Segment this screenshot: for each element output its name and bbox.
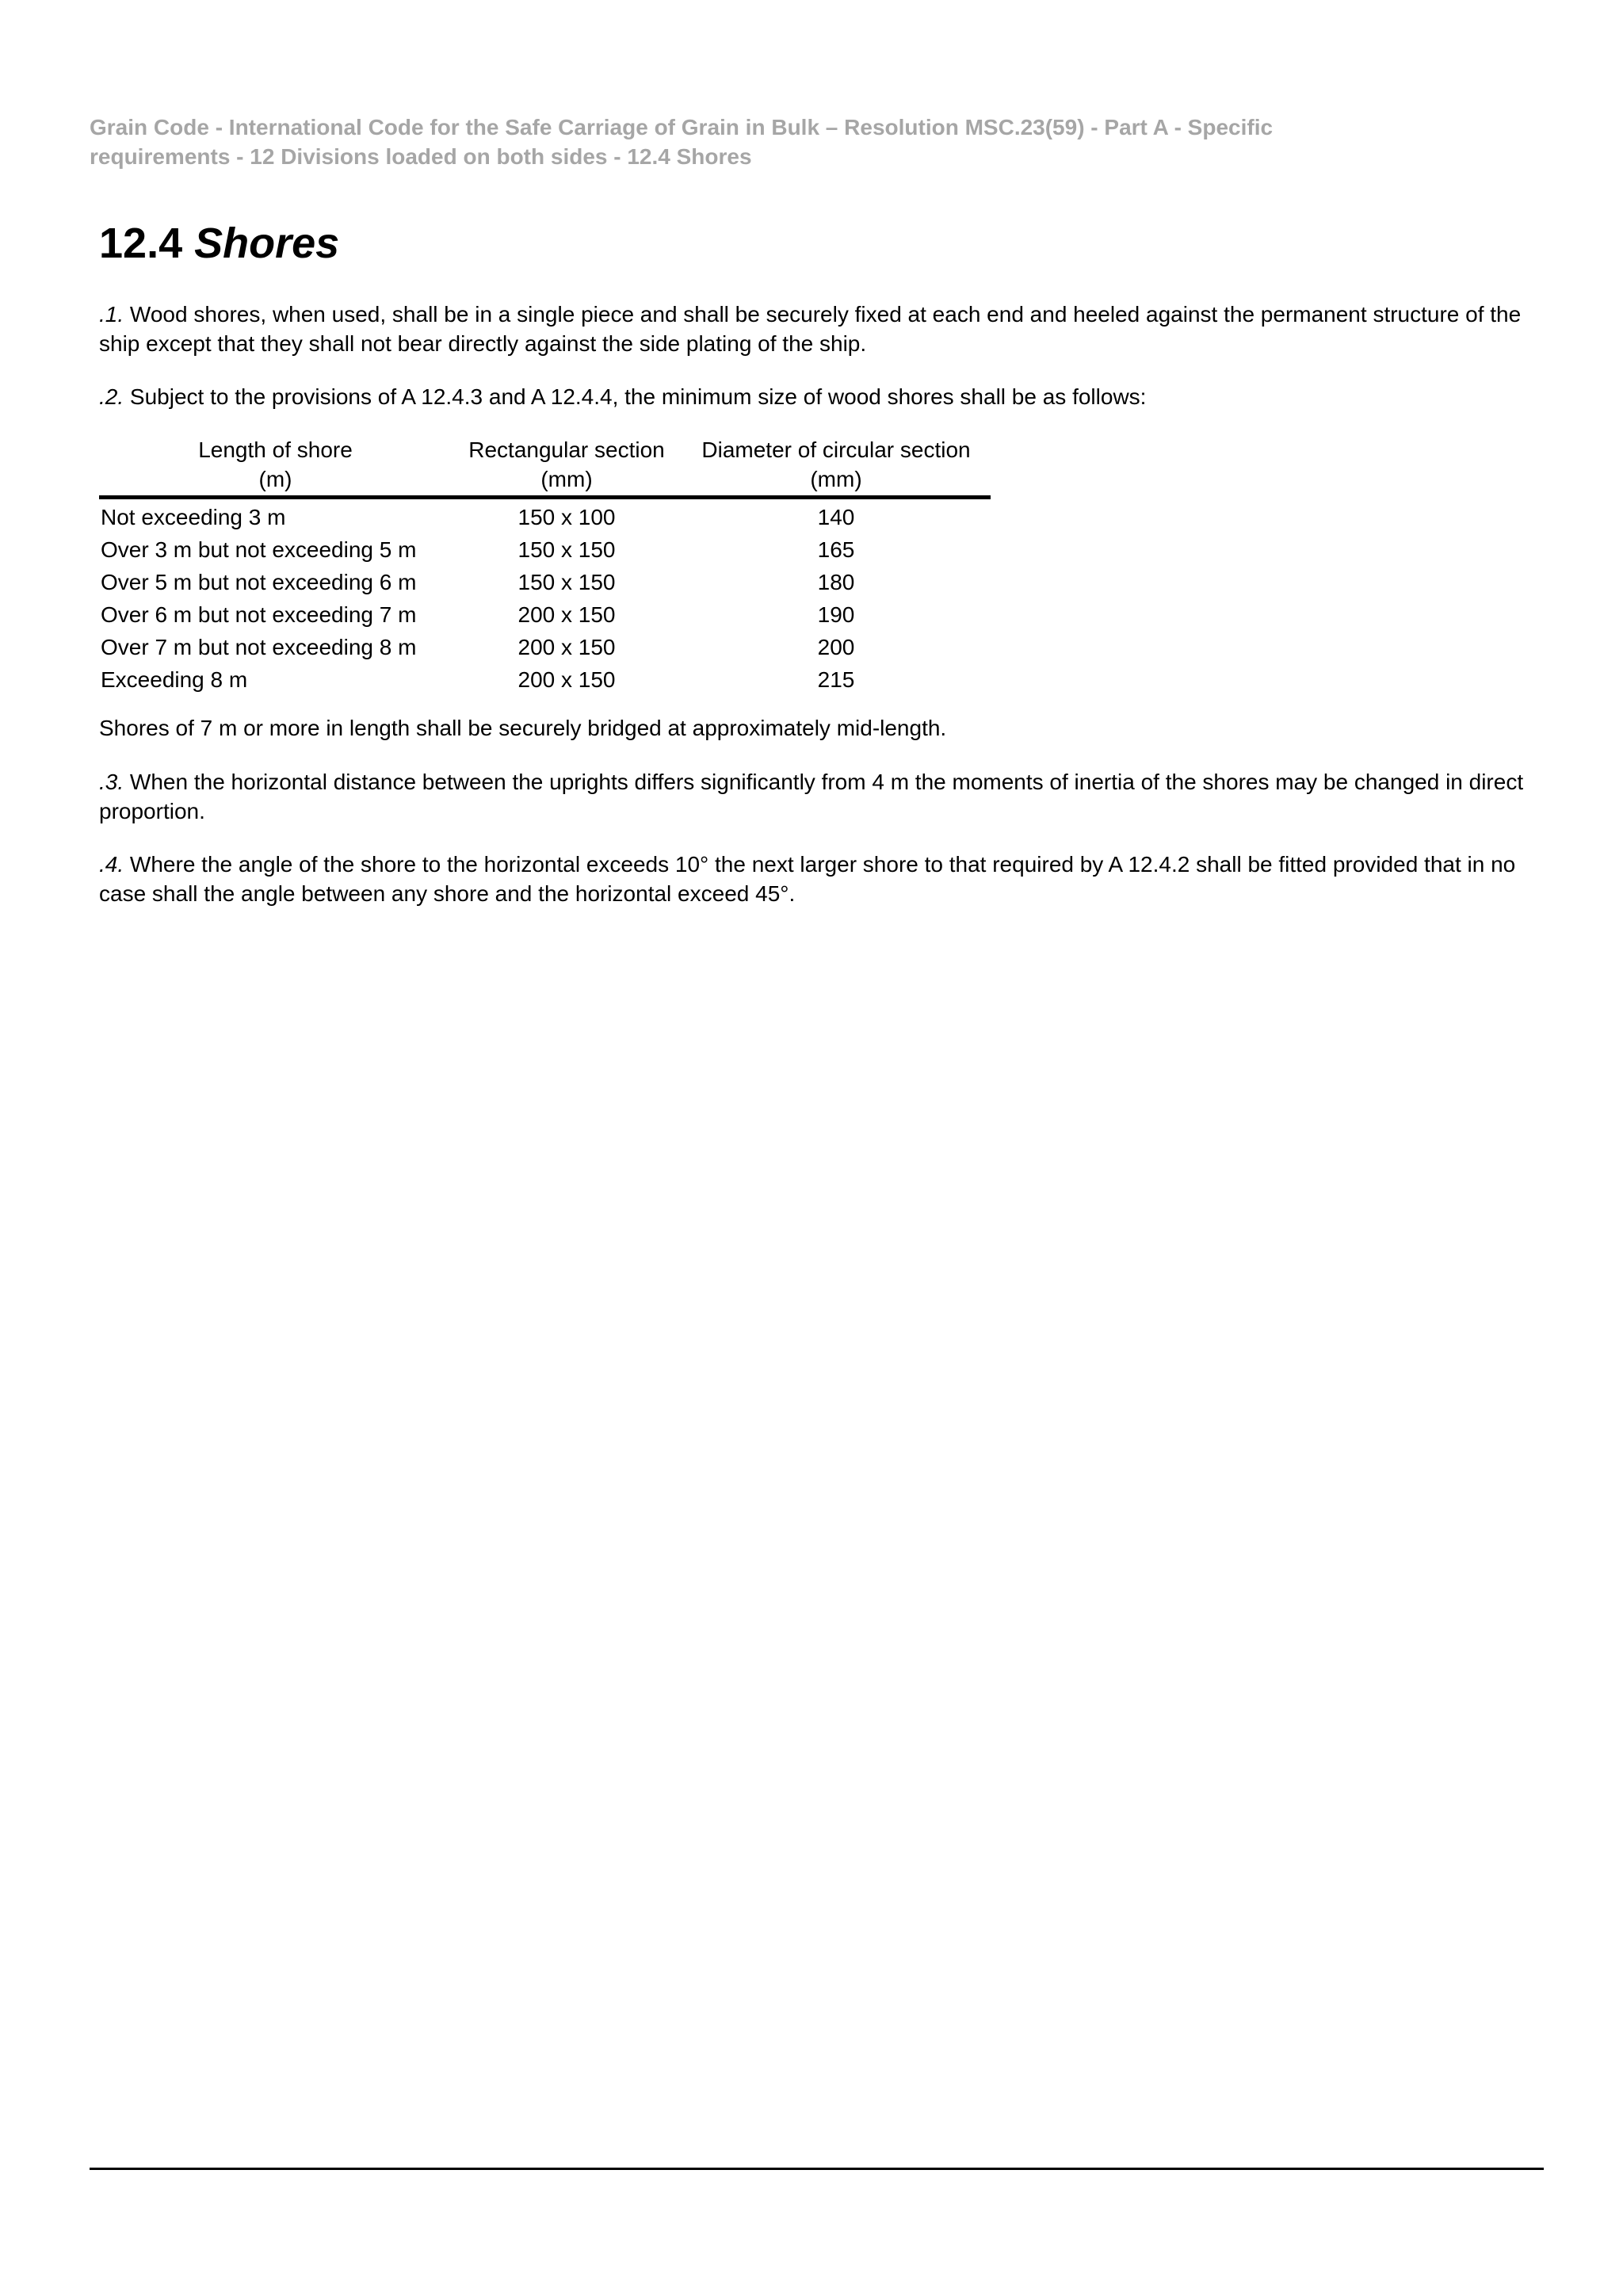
section-name: Shores: [194, 220, 340, 267]
column-header-rectangular-label: Rectangular section: [468, 437, 665, 462]
paragraph-4-marker: .4.: [99, 852, 124, 877]
cell-rectangular: 150 x 150: [517, 570, 616, 594]
cell-diameter: 165: [817, 537, 855, 562]
table-row: [99, 598, 991, 631]
column-header-diameter-label: Diameter of circular section: [701, 437, 971, 462]
cell-length: Over 3 m but not exceeding 5 m: [101, 537, 417, 562]
cell-rectangular: 150 x 150: [517, 537, 616, 562]
column-header-length-unit: (m): [258, 467, 292, 491]
paragraph-2-text: Subject to the provisions of A 12.4.3 and A 12.4.4, the minimum size of wood shores shall be as follows:: [124, 384, 1147, 409]
column-header-diameter-unit: (mm): [810, 467, 862, 491]
column-header-length: [99, 435, 452, 498]
cell-diameter: 215: [817, 667, 855, 692]
cell-rectangular: 200 x 150: [517, 635, 616, 659]
cell-diameter: 180: [817, 570, 855, 594]
cell-rectangular: 150 x 100: [517, 505, 616, 529]
paragraph-3-marker: .3.: [99, 770, 124, 794]
bridging-note: Shores of 7 m or more in length shall be securely bridged at approximately mid-length.: [99, 716, 947, 740]
breadcrumb-line-1: Grain Code - International Code for the Safe Carriage of Grain in Bulk – Resolution MSC.23(59) - Part A - Specific: [90, 115, 1274, 139]
paragraph-4-text: Where the angle of the shore to the horizontal exceeds 10° the next larger shore to that required by A 12.4.2 shall be fitted provided that in no case shall the angle between any shore and the horizontal exceed 45°.: [99, 852, 1516, 906]
cell-diameter: 140: [817, 505, 855, 529]
cell-length: Over 5 m but not exceeding 6 m: [101, 570, 417, 594]
section-number: 12.4: [99, 220, 183, 267]
paragraph-4: [99, 850, 1549, 908]
cell-length: Over 7 m but not exceeding 8 m: [101, 635, 417, 659]
paragraph-2-marker: .2.: [99, 384, 124, 409]
breadcrumb-line-2: requirements - 12 Divisions loaded on both sides - 12.4 Shores: [90, 144, 752, 169]
table-row: [99, 566, 991, 598]
running-header-breadcrumb: [90, 113, 1389, 171]
column-header-length-label: Length of shore: [198, 437, 353, 462]
paragraph-1: [99, 300, 1549, 358]
column-header-diameter: [682, 435, 991, 498]
table-row: [99, 498, 991, 534]
paragraph-2: [99, 382, 1549, 411]
table-row: [99, 663, 991, 696]
section-title: [99, 218, 339, 269]
paragraph-1-text: Wood shores, when used, shall be in a single piece and shall be securely fixed at each end and heeled against the permanent structure of the ship except that they shall not bear directly against the side plating of the ship.: [99, 302, 1522, 356]
cell-length: Over 6 m but not exceeding 7 m: [101, 602, 417, 627]
paragraph-1-marker: .1.: [99, 302, 124, 327]
table-row: [99, 631, 991, 663]
cell-rectangular: 200 x 150: [517, 602, 616, 627]
column-header-rectangular: [452, 435, 682, 498]
cell-length: Exceeding 8 m: [101, 667, 248, 692]
table-row: [99, 533, 991, 566]
paragraph-3: [99, 767, 1549, 826]
cell-rectangular: 200 x 150: [517, 667, 616, 692]
table-header-row: [99, 435, 991, 498]
cell-diameter: 190: [817, 602, 855, 627]
paragraph-3-text: When the horizontal distance between the uprights differs significantly from 4 m the moments of inertia of the shores may be changed in direct proportion.: [99, 770, 1524, 823]
shore-size-table: [99, 435, 991, 696]
column-header-rectangular-unit: (mm): [540, 467, 593, 491]
cell-length: Not exceeding 3 m: [101, 505, 286, 529]
footer-divider: [90, 2168, 1544, 2170]
cell-diameter: 200: [817, 635, 855, 659]
